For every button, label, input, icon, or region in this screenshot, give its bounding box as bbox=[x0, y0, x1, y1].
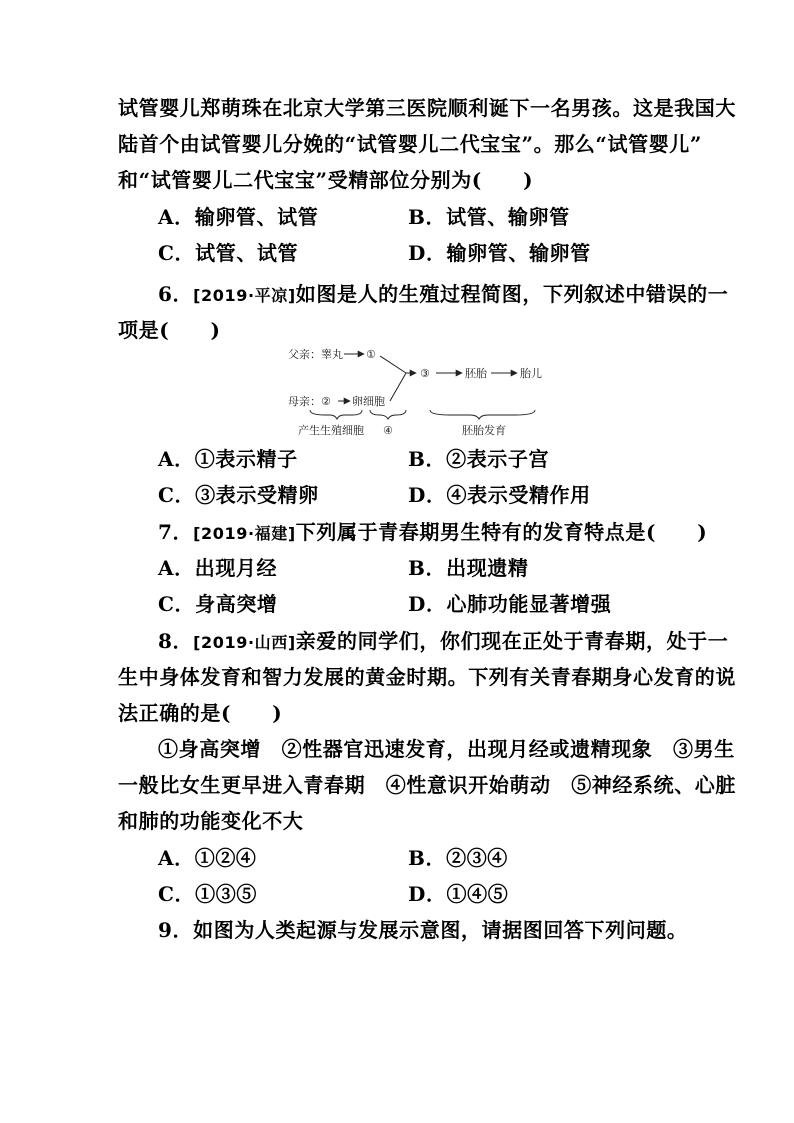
q8-option-c: C．①③⑤ bbox=[158, 882, 257, 906]
q5-text-line3: 和“试管婴儿二代宝宝”受精部位分别为( ) bbox=[118, 168, 534, 192]
q9-stem: 9．如图为人类起源与发展示意图，请据图回答下列问题。 bbox=[158, 918, 688, 942]
q8-option-b: B．②③④ bbox=[408, 846, 508, 870]
brace-fertilization bbox=[370, 410, 406, 419]
brace-gamete bbox=[310, 410, 362, 419]
q7-option-a: A．出现月经 bbox=[158, 556, 278, 580]
q5-option-a: A．输卵管、试管 bbox=[158, 205, 319, 229]
diagram-circle1: ① bbox=[366, 348, 376, 361]
q8-source: [2019·山西] bbox=[193, 633, 296, 652]
diagram-father-label: 父亲：睾丸 bbox=[288, 348, 343, 361]
q6-option-b: B．②表示子宫 bbox=[408, 447, 550, 471]
q7-text: 下列属于青春期男生特有的发育特点是( ) bbox=[295, 520, 708, 544]
q7-option-d: D．心肺功能显著增强 bbox=[408, 592, 612, 616]
q5-text-line2: 陆首个由试管婴儿分娩的“试管婴儿二代宝宝”。那么“试管婴儿” bbox=[118, 132, 703, 156]
q8-statement-line2: 一般比女生更早进入青春期 ④性意识开始萌动 ⑤神经系统、心脏 bbox=[118, 773, 736, 797]
converge-top bbox=[380, 356, 406, 373]
brace-label-4: ④ bbox=[383, 424, 393, 437]
q8-option-a: A．①②④ bbox=[158, 846, 257, 870]
q8-statement-line3: 和肺的功能变化不大 bbox=[118, 809, 304, 833]
q6-text: 如图是人的生殖过程简图，下列叙述中错误的一 bbox=[295, 282, 729, 306]
q6-number: 6． bbox=[158, 282, 194, 306]
diagram-fetus: 胎儿 bbox=[520, 367, 542, 380]
diagram-egg-label: 卵细胞 bbox=[352, 395, 385, 408]
q8-stem-line2: 生中身体发育和智力发展的黄金时期。下列有关青春期身心发育的说 bbox=[118, 665, 736, 689]
q8-stem-line1 bbox=[158, 629, 728, 655]
q8-option-d: D．①④⑤ bbox=[408, 882, 509, 906]
q5-option-c: C．试管、试管 bbox=[158, 241, 299, 265]
diagram-embryo: 胚胎 bbox=[465, 367, 487, 380]
q7-option-c: C．身高突增 bbox=[158, 592, 278, 616]
q7-option-b: B．出现遗精 bbox=[408, 556, 529, 580]
q7-source: [2019·福建] bbox=[193, 524, 296, 543]
q6-stem-line2: 项是( ) bbox=[118, 318, 221, 342]
diagram-mother-label: 母亲：② bbox=[288, 395, 331, 408]
q6-option-a: A．①表示精子 bbox=[158, 447, 298, 471]
q8-number: 8． bbox=[158, 629, 194, 653]
converge-bottom bbox=[390, 373, 406, 401]
q5-option-b: B．试管、输卵管 bbox=[408, 205, 570, 229]
q6-option-d: D．④表示受精作用 bbox=[408, 483, 591, 507]
q6-option-c: C．③表示受精卵 bbox=[158, 483, 319, 507]
q6-source: [2019·平凉] bbox=[193, 286, 296, 305]
q8-statement-line1: ①身高突增 ②性器官迅速发育，出现月经或遗精现象 ③男生 bbox=[158, 737, 735, 761]
q6-stem-line1 bbox=[158, 282, 728, 308]
q5-text-line1: 试管婴儿郑萌珠在北京大学第三医院顺利诞下一名男孩。这是我国大 bbox=[118, 96, 736, 120]
brace-development bbox=[430, 410, 535, 419]
brace-label-development: 胚胎发育 bbox=[462, 424, 506, 437]
q7-stem bbox=[158, 520, 707, 546]
reproduction-diagram bbox=[280, 342, 570, 440]
q5-option-d: D．输卵管、输卵管 bbox=[408, 241, 591, 265]
diagram-circle3: ③ bbox=[420, 367, 430, 380]
q8-stem-line3: 法正确的是( ) bbox=[118, 701, 283, 725]
q7-number: 7． bbox=[158, 520, 194, 544]
brace-label-gamete: 产生生殖细胞 bbox=[298, 424, 364, 437]
q8-text: 亲爱的同学们，你们现在正处于青春期，处于一 bbox=[295, 629, 729, 653]
